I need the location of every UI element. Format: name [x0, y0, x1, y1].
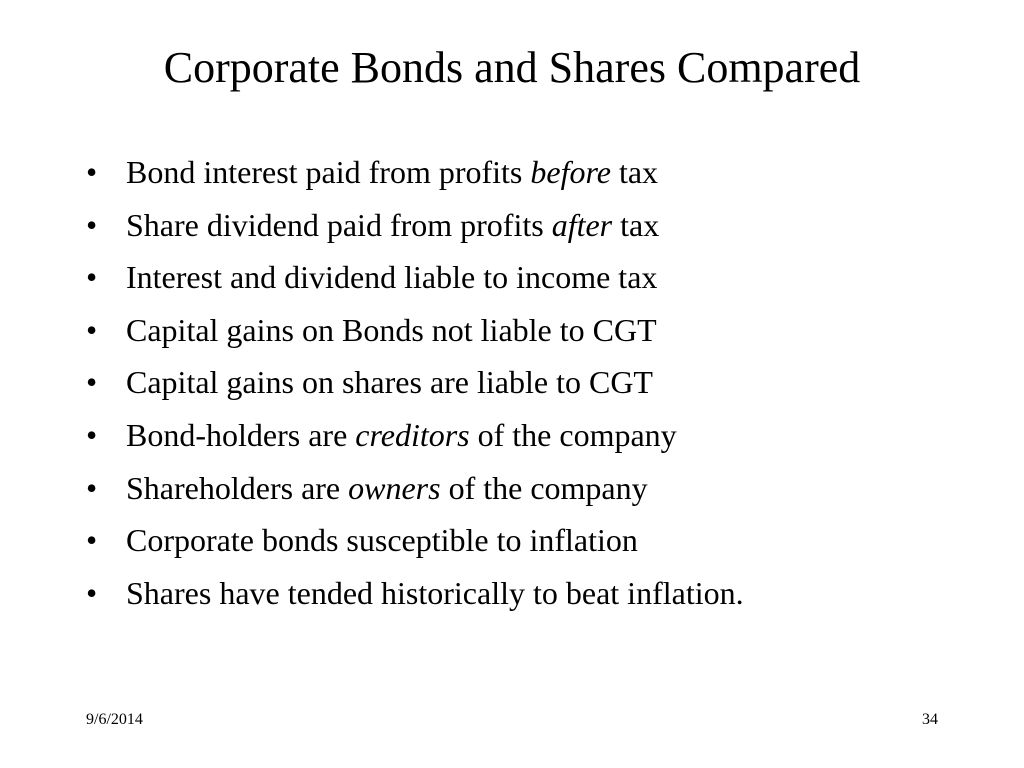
bullet-text-part: Corporate bonds susceptible to inflation	[126, 522, 638, 559]
bullet-item	[86, 567, 986, 620]
bullet-dot-icon: •	[86, 154, 98, 190]
footer-date: 9/6/2014	[86, 711, 143, 728]
bullet-text	[126, 462, 648, 514]
bullet-text-part: tax	[610, 154, 659, 190]
bullet-dot-icon: •	[86, 469, 98, 506]
bullet-item	[86, 409, 986, 462]
bullet-text-emphasis: before	[530, 154, 611, 190]
bullet-dot-icon: •	[86, 311, 98, 348]
bullet-dot-icon: •	[86, 416, 98, 453]
bullet-text-part: Capital gains on Bonds not liable to CGT	[126, 311, 657, 348]
bullet-dot-icon: •	[86, 522, 98, 559]
bullet-item	[86, 462, 986, 515]
bullet-item	[86, 356, 986, 409]
bullet-text	[126, 409, 677, 461]
bullet-text-emphasis: after	[551, 206, 613, 243]
bullet-text-emphasis: owners	[348, 469, 441, 506]
bullet-text-part: Bond interest paid from profits	[126, 154, 531, 190]
bullet-text-part: Capital gains on shares are liable to CGT	[126, 364, 653, 401]
bullet-item	[86, 251, 986, 304]
bullet-dot-icon: •	[86, 259, 98, 296]
bullet-text-part: of the company	[469, 416, 677, 453]
bullet-text-part: Share dividend paid from profits	[126, 206, 552, 243]
bullet-text	[126, 356, 653, 408]
bullet-text	[126, 199, 659, 251]
bullet-text-emphasis: creditors	[355, 416, 470, 453]
bullet-item	[86, 146, 986, 199]
bullet-dot-icon: •	[86, 206, 98, 243]
bullet-dot-icon: •	[86, 364, 98, 401]
slide-title: Corporate Bonds and Shares Compared	[163, 43, 861, 92]
bullet-text-part: Shareholders are	[126, 469, 349, 506]
bullet-text-part: tax	[612, 206, 660, 243]
bullet-list	[86, 146, 986, 619]
bullet-text-part: Shares have tended historically to beat inflation.	[126, 574, 744, 611]
bullet-dot-icon: •	[86, 574, 98, 611]
bullet-item	[86, 304, 986, 357]
bullet-item	[86, 199, 986, 252]
bullet-text-part: Interest and dividend liable to income tax	[126, 259, 658, 296]
bullet-text	[126, 567, 744, 619]
bullet-item	[86, 514, 986, 567]
bullet-text-part: of the company	[440, 469, 648, 506]
bullet-text	[126, 304, 657, 356]
bullet-text	[126, 251, 657, 303]
footer-page-number: 34	[922, 711, 938, 728]
bullet-text-part: Bond-holders are	[126, 416, 356, 453]
bullet-text	[126, 514, 638, 566]
bullet-text	[126, 146, 658, 198]
